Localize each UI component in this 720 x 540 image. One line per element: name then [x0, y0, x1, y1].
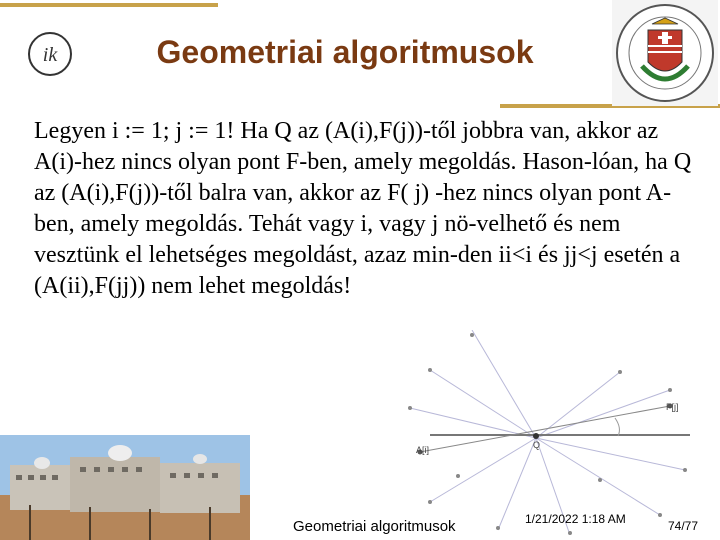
geometry-diagram: [370, 330, 700, 540]
slide-body-text: Legyen i := 1; j := 1! Ha Q az (A(i),F(j))-től jobbra van, akkor az A(i)-hez nincs olyan pont F-ben, amely megoldás. Hason-lóan, ha Q az (A(i),F(j))-től balra van, akkor az F( j) -hez nincs olyan pont A-ben, amely megoldás. Tehát vagy i, vagy j nö-velhető és nem vesztünk el lehetséges megoldást, azaz min-den ii<i és jj<j esetén a (A(ii),F(jj)) nem lehet megoldás!: [34, 118, 692, 299]
footer-title: Geometriai algoritmusok: [293, 518, 456, 535]
ray-line: [410, 408, 536, 438]
campus-building-photo: [0, 435, 250, 540]
angle-arc: [615, 418, 619, 436]
label-q: Q: [533, 440, 541, 450]
ray-line: [430, 370, 536, 438]
ray-line: [536, 390, 670, 438]
segment-ai-fj: [420, 406, 670, 452]
university-seal-icon: [612, 0, 718, 106]
footer-date: 1/21/2022 1:18 AM: [525, 512, 626, 526]
ray-line: [472, 330, 536, 438]
logo-text: ik: [42, 44, 58, 66]
label-ai: A[i]: [416, 445, 430, 455]
ray-line: [536, 438, 685, 470]
slide-title: Geometriai algoritmusok: [156, 34, 534, 70]
ray-line: [536, 438, 660, 515]
label-fj: F[j]: [666, 402, 679, 412]
footer-page-number: 74/77: [668, 519, 699, 533]
top-left-rule: [0, 3, 218, 7]
ray-lines: [410, 330, 685, 535]
point-q: [533, 433, 539, 439]
